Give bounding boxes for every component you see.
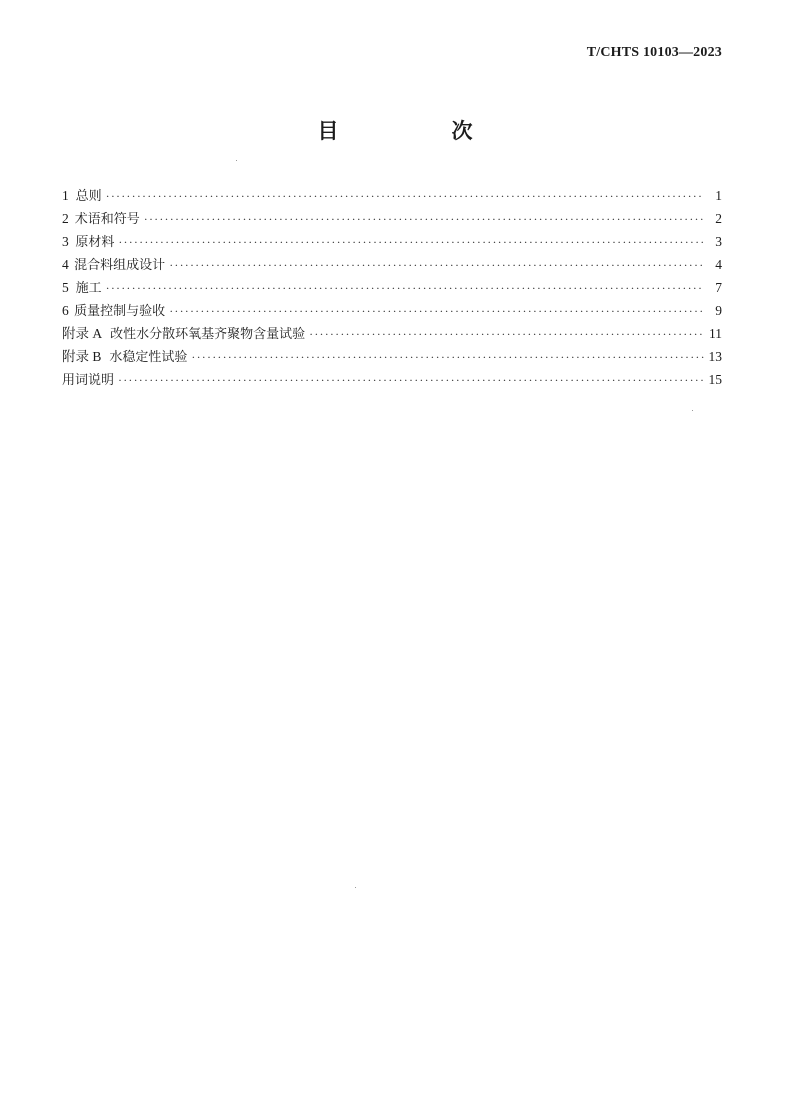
scan-speck (236, 160, 237, 161)
toc-entry-page: 1 (715, 188, 722, 203)
toc-entry-number: 1 (62, 188, 69, 203)
dot-leader (106, 185, 704, 208)
toc-entry-number: 附录 B (62, 349, 102, 364)
toc-entry-page: 9 (715, 303, 722, 318)
dot-leader (309, 323, 704, 346)
dot-leader (169, 300, 704, 323)
toc-entry-appendix-b[interactable] (62, 345, 722, 368)
toc-entry-page: 4 (715, 257, 722, 272)
toc-entry-title: 施工 (75, 281, 102, 296)
page-title: 目 次 (317, 119, 519, 143)
toc-entry-number: 2 (62, 211, 69, 226)
toc-entry-title: 总则 (75, 189, 102, 204)
toc-entry-page: 15 (708, 372, 722, 387)
toc-entry-title: 原材料 (75, 235, 115, 250)
dot-leader (118, 369, 704, 392)
dot-leader (191, 346, 704, 369)
toc-entry-title: 术语和符号 (74, 212, 140, 227)
dot-leader (169, 254, 704, 277)
toc-entry-number: 5 (62, 280, 69, 295)
dot-leader (118, 231, 704, 254)
standard-code: T/CHTS 10103—2023 (586, 45, 722, 60)
table-of-contents (62, 184, 722, 391)
toc-entry-title: 质量控制与验收 (74, 304, 166, 319)
toc-entry-number: 4 (62, 257, 69, 272)
toc-entry-page: 13 (708, 349, 722, 364)
toc-entry-6[interactable] (62, 299, 722, 322)
toc-entry-page: 11 (709, 326, 722, 341)
dot-leader (106, 277, 704, 300)
toc-entry-4[interactable] (62, 253, 722, 276)
toc-entry-number: 附录 A (62, 326, 103, 341)
toc-entry-page: 7 (715, 280, 722, 295)
toc-entry-number: 6 (62, 303, 69, 318)
toc-entry-number: 3 (62, 234, 69, 249)
toc-entry-title: 改性水分散环氧基齐聚物含量试验 (110, 327, 306, 342)
toc-entry-title: 混合料组成设计 (74, 258, 166, 273)
toc-entry-page: 2 (715, 211, 722, 226)
toc-entry-wording[interactable] (62, 368, 722, 391)
toc-entry-5[interactable] (62, 276, 722, 299)
toc-entry-2[interactable] (62, 207, 722, 230)
toc-entry-title: 用词说明 (62, 373, 115, 388)
scan-speck (692, 410, 693, 411)
scan-speck (355, 887, 356, 888)
toc-entry-page: 3 (715, 234, 722, 249)
dot-leader (144, 208, 704, 231)
toc-entry-title: 水稳定性试验 (109, 350, 188, 365)
toc-entry-appendix-a[interactable] (62, 322, 722, 345)
toc-entry-1[interactable] (62, 184, 722, 207)
toc-entry-3[interactable] (62, 230, 722, 253)
